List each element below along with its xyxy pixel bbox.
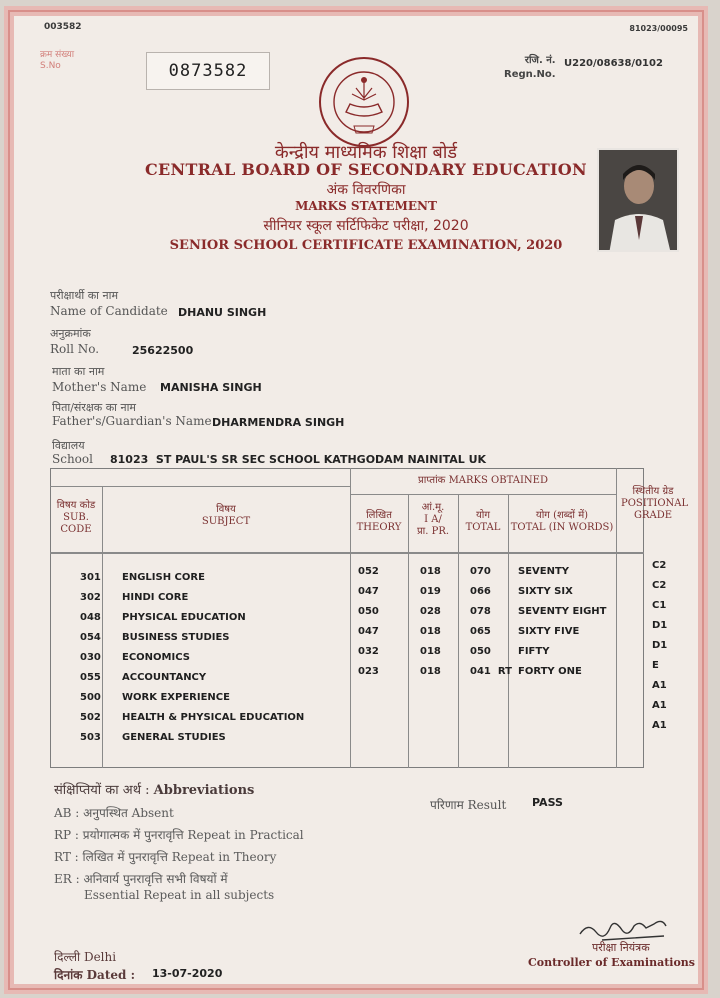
abbr-repeat-practical: RP : प्रयोगात्मक में पुनरावृत्ति Repeat in Practical (54, 828, 304, 842)
grid-line (50, 552, 644, 554)
mother-label-hi: माता का नाम (52, 365, 105, 378)
cell-code: 502 (80, 712, 101, 723)
cell-grade: A1 (652, 700, 667, 711)
serial-label (40, 50, 74, 72)
regn-label-en: Regn.No. (504, 69, 556, 80)
doc-title-hi: अंक विवरणिका (326, 182, 406, 198)
father-label-en: Father's/Guardian's Name (52, 414, 212, 428)
cell-subject: GENERAL STUDIES (122, 732, 226, 743)
cell-words: FIFTY (518, 646, 550, 657)
grid-line (50, 486, 350, 487)
name-label-en: Name of Candidate (50, 304, 168, 318)
cell-total: 065 (470, 626, 491, 637)
cell-subject: ECONOMICS (122, 652, 190, 663)
cbse-logo-icon (316, 54, 412, 150)
theory-header-en: THEORY (356, 522, 402, 533)
issue-date: 13-07-2020 (152, 967, 223, 980)
cell-ia: 018 (420, 566, 441, 577)
result-label: परिणाम Result (430, 798, 507, 812)
regn-label-hi: रजि. नं. (524, 55, 556, 66)
candidate-name: DHANU SINGH (178, 306, 267, 319)
cell-ia: 018 (420, 666, 441, 677)
cell-subject: BUSINESS STUDIES (122, 632, 230, 643)
school-label-en: School (52, 452, 93, 466)
grade-header-en: POSITIONAL GRADE (621, 498, 689, 521)
roll-number: 25622500 (132, 344, 194, 357)
school-label-hi: विद्यालय (52, 439, 85, 452)
cell-grade: C1 (652, 600, 667, 611)
cell-code: 054 (80, 632, 101, 643)
cell-theory: 023 (358, 666, 379, 677)
cell-subject: HINDI CORE (122, 592, 189, 603)
cell-grade: A1 (652, 680, 667, 691)
marks-obtained-header (350, 475, 616, 487)
controller-hi: परीक्षा नियंत्रक (592, 941, 650, 954)
cell-ia: 028 (420, 606, 441, 617)
cell-theory: 047 (358, 626, 379, 637)
controller-en: Controller of Examinations (528, 956, 695, 969)
abbr-title-en: Abbreviations (153, 783, 255, 798)
result-value: PASS (532, 796, 563, 809)
doc-title-en: MARKS STATEMENT (295, 199, 437, 213)
serial-label-en: S.No (40, 61, 61, 71)
subject-header (102, 504, 350, 528)
serial-top-left: 003582 (44, 22, 82, 32)
cell-grade: A1 (652, 720, 667, 731)
theory-header (350, 510, 408, 534)
serial-top-right: 81023/00095 (629, 24, 688, 33)
cell-code: 030 (80, 652, 101, 663)
marks-statement-page (4, 6, 708, 994)
grid-line (458, 494, 459, 768)
marks-obtained-hi: प्राप्तांक (418, 475, 446, 486)
cell-words: SEVENTY (518, 566, 570, 577)
cell-grade: D1 (652, 620, 668, 631)
code-header (50, 500, 102, 536)
candidate-photo (597, 148, 679, 252)
code-header-en: SUB. CODE (60, 512, 92, 535)
cell-words: SIXTY SIX (518, 586, 573, 597)
cell-subject: WORK EXPERIENCE (122, 692, 230, 703)
cell-theory: 047 (358, 586, 379, 597)
words-header (508, 510, 616, 534)
abbr-essential-repeat: ER : अनिवार्य पुनरावृत्ति सभी विषयों में (54, 872, 228, 886)
father-name: DHARMENDRA SINGH (212, 416, 345, 429)
cell-grade: C2 (652, 580, 667, 591)
roll-label-en: Roll No. (50, 342, 100, 356)
subject-header-hi: विषय (216, 504, 236, 515)
cell-ia: 018 (420, 646, 441, 657)
ia-header-en: I A/ (424, 514, 442, 525)
board-title-hi: केन्द्रीय माध्यमिक शिक्षा बोर्ड (274, 142, 458, 163)
cell-theory: 032 (358, 646, 379, 657)
regn-value: U220/08638/0102 (564, 58, 663, 69)
mother-label-en: Mother's Name (52, 380, 147, 394)
grade-header-hi: स्थितीय ग्रेड (632, 486, 674, 497)
cell-total: 078 (470, 606, 491, 617)
name-label-hi: परीक्षार्थी का नाम (50, 289, 119, 302)
cell-words: SIXTY FIVE (518, 626, 580, 637)
serial-number: 0873582 (146, 52, 270, 90)
subject-header-en: SUBJECT (201, 516, 251, 527)
cell-code: 503 (80, 732, 101, 743)
grade-header (616, 486, 690, 522)
cell-code: 301 (80, 572, 101, 583)
exam-title-hi: सीनियर स्कूल सर्टिफिकेट परीक्षा, 2020 (263, 218, 469, 234)
cell-grade: D1 (652, 640, 668, 651)
cell-total: 066 (470, 586, 491, 597)
cell-subject: HEALTH & PHYSICAL EDUCATION (122, 712, 305, 723)
cell-words: SEVENTY EIGHT (518, 606, 607, 617)
father-label-hi: पिता/संरक्षक का नाम (52, 401, 137, 414)
words-header-hi: योग (शब्दों में) (535, 510, 589, 521)
code-header-hi: विषय कोड (56, 500, 96, 511)
total-header-hi: योग (475, 510, 491, 521)
exam-title-en: SENIOR SCHOOL CERTIFICATE EXAMINATION, 2020 (169, 238, 563, 253)
grid-line (102, 486, 103, 768)
abbreviations-title (54, 780, 254, 798)
abbr-essential-repeat-en: Essential Repeat in all subjects (84, 888, 275, 902)
cell-code: 500 (80, 692, 101, 703)
cell-theory: 052 (358, 566, 379, 577)
cell-grade: E (652, 660, 659, 671)
regn-label (504, 54, 556, 82)
cell-code: 048 (80, 612, 101, 623)
mother-name: MANISHA SINGH (160, 381, 262, 394)
abbr-absent: AB : अनुपस्थित Absent (54, 806, 174, 820)
cell-total: 070 (470, 566, 491, 577)
total-header-en: TOTAL (465, 522, 501, 533)
board-title-en: CENTRAL BOARD OF SECONDARY EDUCATION (145, 160, 587, 179)
cell-subject: ACCOUNTANCY (122, 672, 207, 683)
grid-line (508, 494, 509, 768)
cell-ia: 018 (420, 626, 441, 637)
cell-code: 302 (80, 592, 101, 603)
words-header-en: TOTAL (IN WORDS) (510, 522, 614, 533)
school-name: 81023 ST PAUL'S SR SEC SCHOOL KATHGODAM NAINITAL UK (110, 453, 487, 466)
total-header (458, 510, 508, 534)
cell-subject: PHYSICAL EDUCATION (122, 612, 246, 623)
cell-total: 041 RT (470, 666, 512, 677)
person-photo-icon (599, 150, 679, 252)
abbr-repeat-theory: RT : लिखित में पुनरावृत्ति Repeat in Theory (54, 850, 277, 864)
place: दिल्ली Delhi (54, 950, 117, 964)
serial-label-hi: क्रम संख्या (40, 50, 75, 60)
ia-header (408, 502, 458, 538)
cell-ia: 019 (420, 586, 441, 597)
ia-header-hi: आं.मू. (421, 502, 445, 513)
cell-theory: 050 (358, 606, 379, 617)
theory-header-hi: लिखित (366, 510, 392, 521)
cell-grade: C2 (652, 560, 667, 571)
pr-header: प्रा. PR. (416, 526, 450, 537)
cell-words: FORTY ONE (518, 666, 582, 677)
grid-line (350, 494, 616, 495)
roll-label-hi: अनुक्रमांक (50, 327, 91, 340)
cell-subject: ENGLISH CORE (122, 572, 205, 583)
cell-total: 050 (470, 646, 491, 657)
dated-label: दिनांक Dated : (54, 968, 135, 982)
marks-obtained-en: MARKS OBTAINED (448, 475, 548, 486)
abbr-title-hi: संक्षिप्तियों का अर्थ : (54, 783, 150, 798)
cell-code: 055 (80, 672, 101, 683)
